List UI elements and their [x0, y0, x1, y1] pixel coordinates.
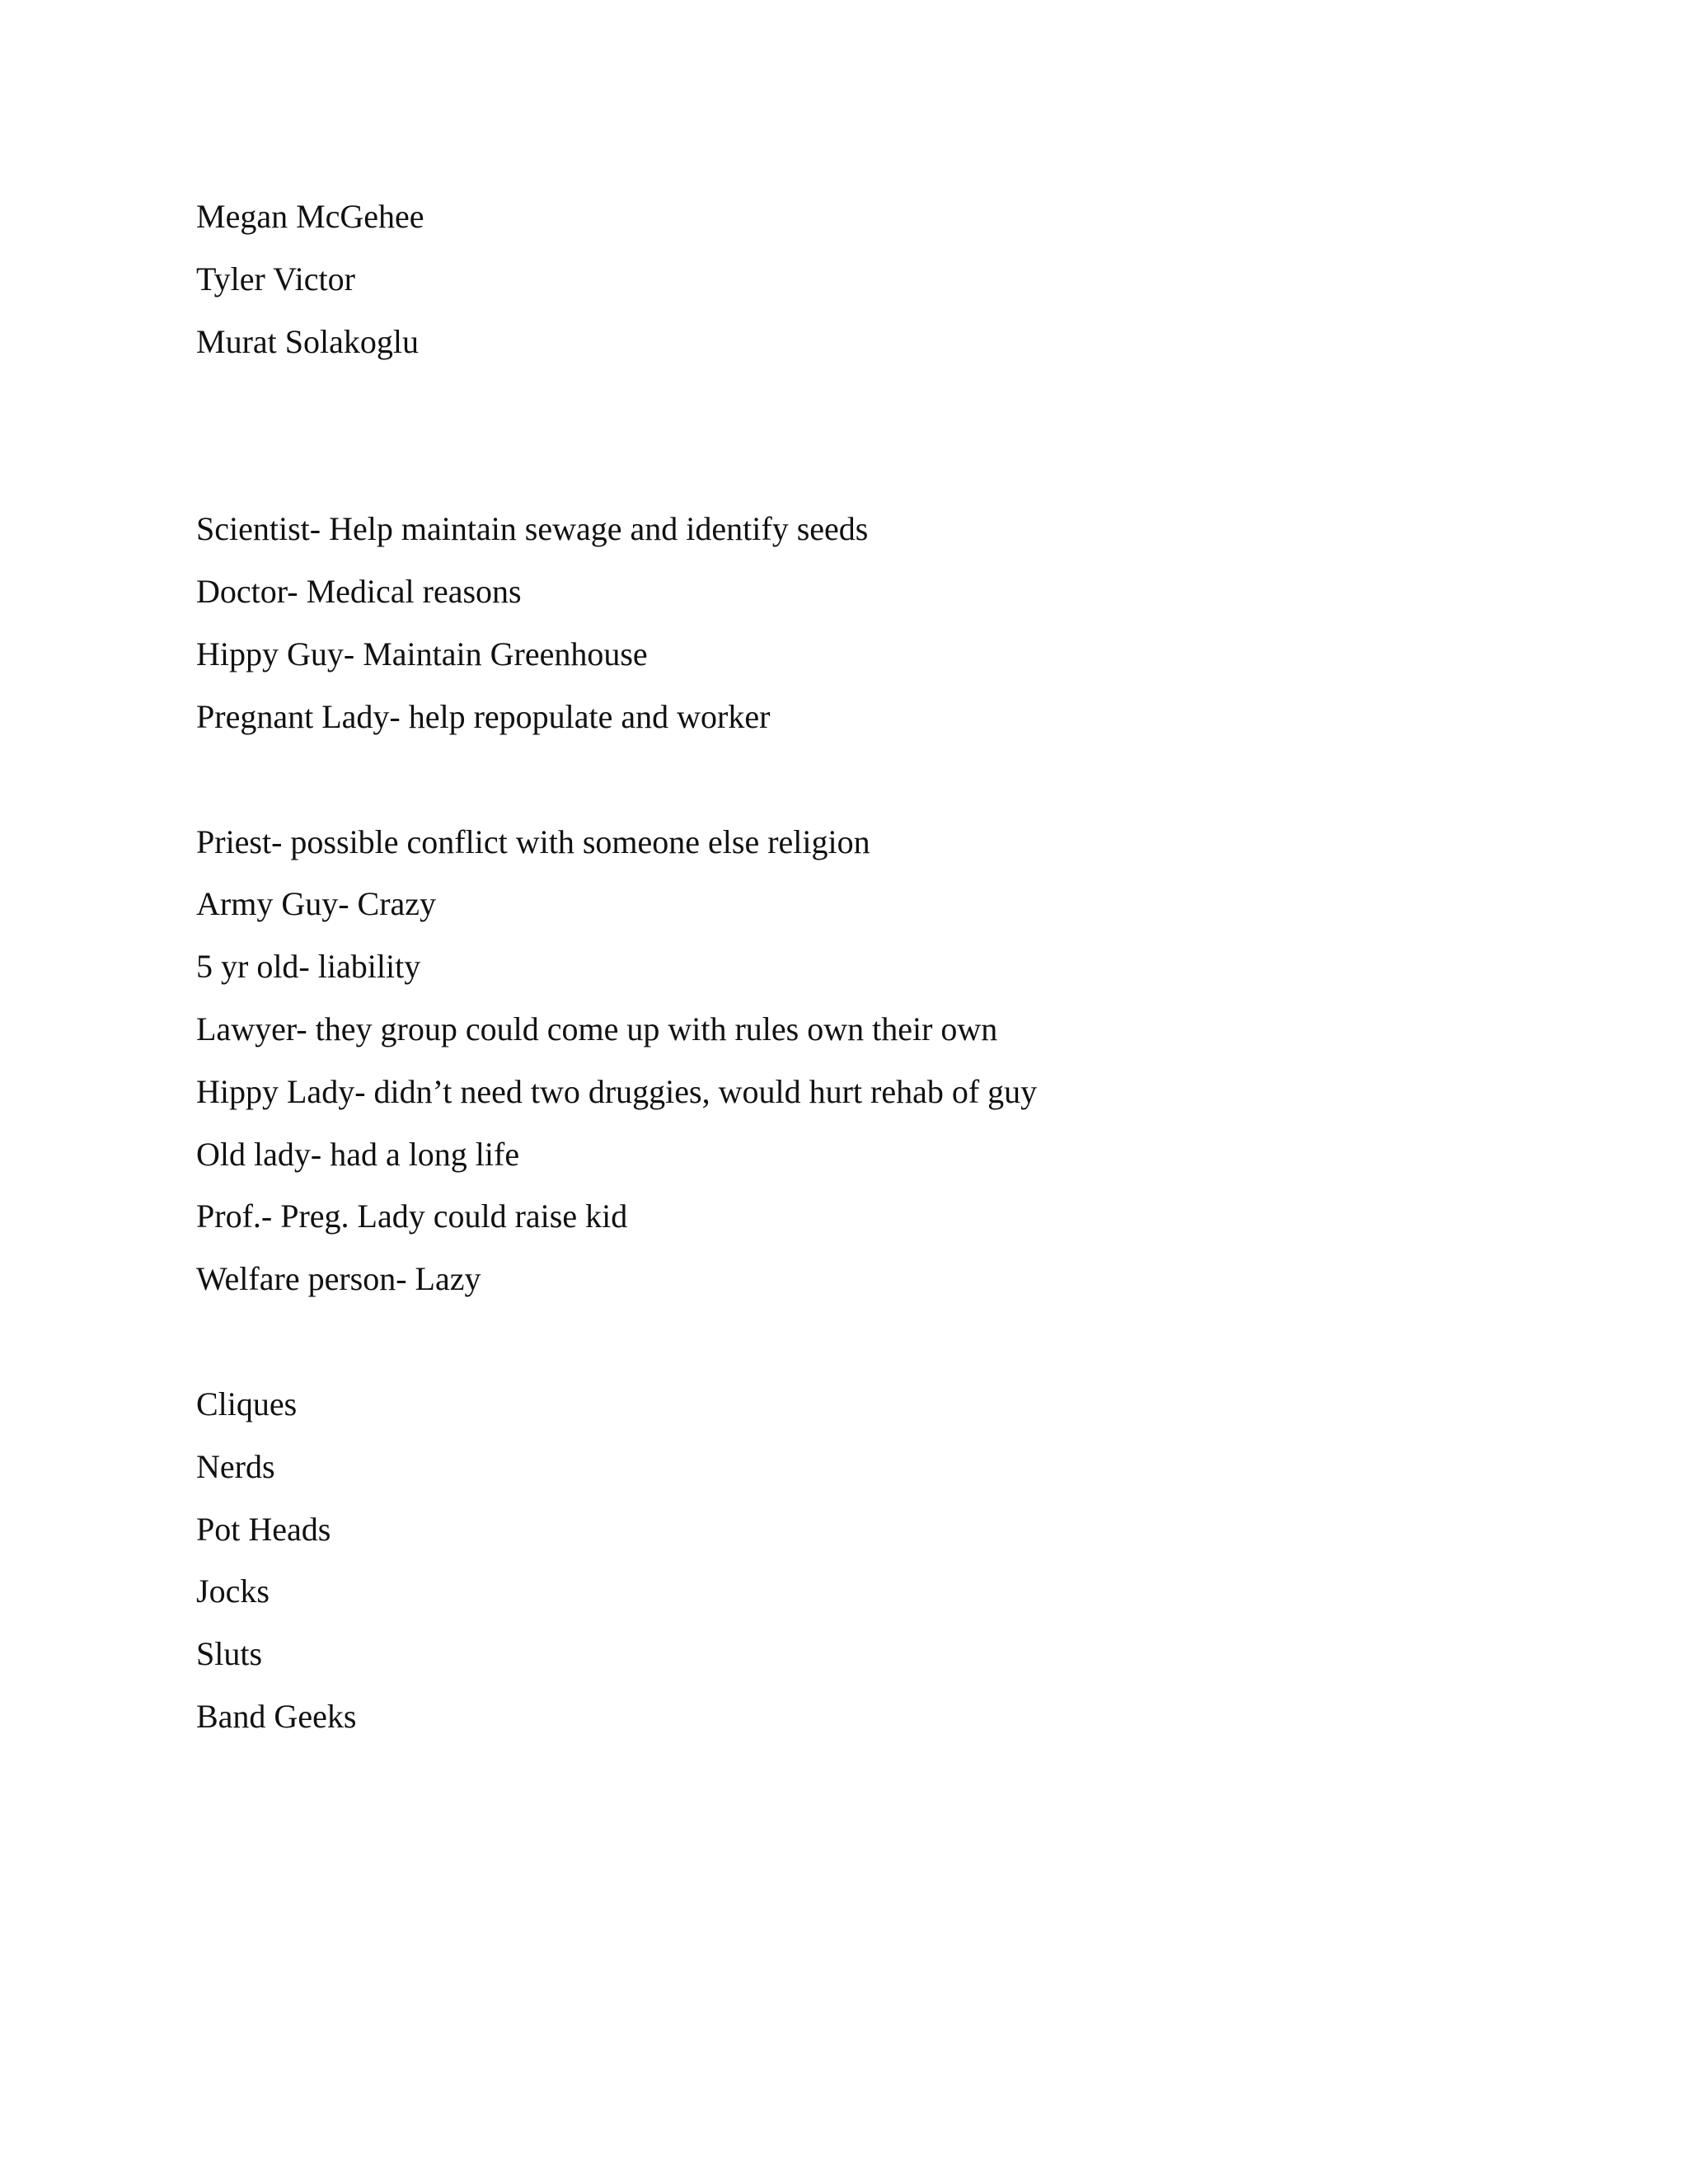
list-item: Welfare person- Lazy [196, 1260, 481, 1298]
cliques-list [196, 1373, 1498, 1748]
author-name: Megan McGehee [196, 198, 424, 235]
list-item: Prof.- Preg. Lady could raise kid [196, 1197, 628, 1235]
list-item: Pot Heads [196, 1510, 331, 1548]
list-heading: Cliques [196, 1385, 298, 1422]
list-item: Sluts [196, 1635, 263, 1673]
spacer [196, 1310, 1498, 1373]
author-names [196, 185, 1498, 373]
spacer [196, 748, 1498, 811]
list-item: Doctor- Medical reasons [196, 573, 522, 611]
list-item: Band Geeks [196, 1697, 357, 1735]
list-item: Jocks [196, 1572, 270, 1610]
list-item: Scientist- Help maintain sewage and identify seeds [196, 510, 869, 548]
list-item: Pregnant Lady- help repopulate and worker [196, 697, 771, 735]
spacer [196, 373, 1498, 498]
list-item: Lawyer- they group could come up with rules own their own [196, 1010, 998, 1047]
author-name: Murat Solakoglu [196, 322, 419, 360]
document-body [196, 185, 1498, 1748]
list-item: 5 yr old- liability [196, 948, 421, 986]
list-item: Nerds [196, 1447, 275, 1485]
kept-people-list [196, 498, 1498, 748]
list-item: Army Guy- Crazy [196, 885, 437, 923]
list-item: Priest- possible conflict with someone else religion [196, 823, 870, 860]
list-item: Hippy Guy- Maintain Greenhouse [196, 635, 648, 673]
author-name: Tyler Victor [196, 260, 355, 298]
list-item: Hippy Lady- didn’t need two druggies, would hurt rehab of guy [196, 1072, 1038, 1110]
list-item: Old lady- had a long life [196, 1135, 520, 1173]
rejected-people-list [196, 811, 1498, 1310]
